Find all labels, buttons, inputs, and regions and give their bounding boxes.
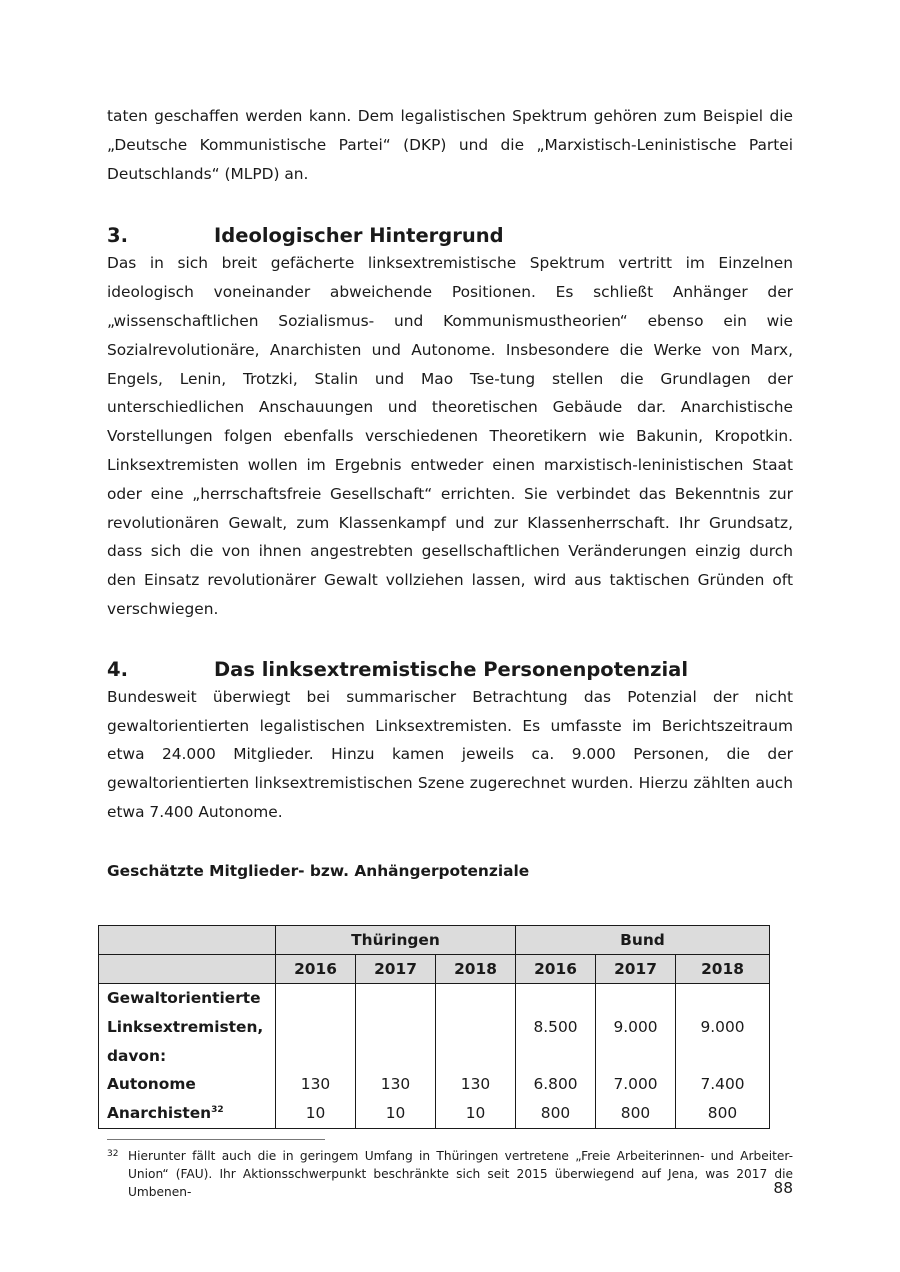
value-column — [676, 984, 770, 1129]
potential-table — [98, 925, 770, 1129]
header-empty-cell — [99, 955, 276, 984]
footnote-text: Hierunter fällt auch die in geringem Umfang in Thüringen vertretene „Freie Arbeiterinnen- und Arbeiter-Union“ (FAU). Ihr Aktionsschwerpunkt beschränkte sich seit 2015 überwiegend auf Jena, was 2017 die Umbenen- — [128, 1149, 793, 1199]
cell-autonome: 6.800 — [533, 1075, 578, 1094]
footnote-separator — [107, 1139, 325, 1140]
paragraph-potential: Bundesweit überwiegt bei summarischer Betrachtung das Potenzial der nicht gewaltorientierten legalistischen Linksextremisten. Es umfasste im Berichtszeitraum etwa 24.000 Mitglieder. Hinzu kamen jeweils ca. 9.000 Personen, die der gewaltorientierten linksextremistischen Szene zugerechnet wurden. Hierzu zählten auch etwa 7.400 Autonome. — [107, 687, 793, 821]
section-heading-3 — [107, 223, 793, 249]
cell-autonome: 7.400 — [700, 1075, 745, 1094]
page-number: 88 — [773, 1179, 793, 1197]
header-empty-cell — [99, 926, 276, 955]
value-column — [356, 984, 436, 1129]
cell-gewalt: 9.000 — [700, 1017, 745, 1036]
table-header-row-groups — [99, 926, 770, 955]
table-data-row — [99, 984, 770, 1129]
cell-autonome: 130 — [460, 1075, 491, 1094]
header-bund: Bund — [516, 926, 770, 955]
page-content — [107, 100, 793, 882]
header-year: 2018 — [676, 955, 770, 984]
value-column — [596, 984, 676, 1129]
header-year: 2017 — [356, 955, 436, 984]
section-number: 3. — [107, 224, 128, 248]
value-column — [516, 984, 596, 1129]
label-davon: davon: — [107, 1046, 167, 1065]
footnote-number: 32 — [107, 1149, 119, 1159]
paragraph-ideology: Das in sich breit gefächerte linksextremistische Spektrum vertritt im Einzelnen ideologisch voneinander abweichende Positionen. Es schließt Anhänger der „wissenschaftlichen Sozialismus- und Kommunismustheorien“ ebenso ein wie Sozialrevolutionäre, Anarchisten und Autonome. Insbesondere die Werke von Marx, Engels, Lenin, Trotzki, Stalin und Mao Tse-tung stellen die Grundlagen der unterschiedlichen Anschauungen und theoretischen Gebäude dar. Anarchistische Vorstellungen folgen ebenfalls verschiedenen Theoretikern wie Bakunin, Kropotkin. Linksextremisten wollen im Ergebnis entweder einen marxistisch-leninistischen Staat oder eine „herrschaftsfreie Gesellschaft“ errichten. Sie verbindet das Bekenntnis zur revolutionären Gewalt, zum Klassenkampf und zur Klassenherrschaft. Ihr Grundsatz, dass sich die von ihnen angestrebten gesellschaftlichen Veränderungen einzig durch den Einsatz revolutionärer Gewalt vollziehen lassen, wird aus taktischen Gründen oft verschwiegen. — [107, 254, 793, 618]
header-year: 2016 — [516, 955, 596, 984]
table-header-row-years — [99, 955, 770, 984]
header-thueringen: Thüringen — [276, 926, 516, 955]
label-anarchisten: Anarchisten$^{32}$ — [107, 1104, 224, 1123]
paragraph-intro: taten geschaffen werden kann. Dem legalistischen Spektrum gehören zum Beispiel die „Deutsche Kommunistische Partei“ (DKP) und die „Marxistisch-Leninistische Partei Deutschlands“ (MLPD) an. — [107, 107, 793, 183]
header-year: 2017 — [596, 955, 676, 984]
section-title: Das linksextremistische Personenpotenzial — [214, 657, 688, 681]
label-linksextremisten: Linksextremisten, — [107, 1017, 264, 1036]
cell-anarchisten: 800 — [620, 1104, 651, 1123]
value-column — [276, 984, 356, 1129]
cell-autonome: 130 — [300, 1075, 331, 1094]
cell-anarchisten: 10 — [305, 1104, 326, 1123]
cell-gewalt — [356, 1013, 435, 1042]
cell-gewalt: 8.500 — [533, 1017, 578, 1036]
cell-autonome: 7.000 — [613, 1075, 658, 1094]
header-year: 2018 — [436, 955, 516, 984]
row-labels — [99, 984, 276, 1129]
cell-gewalt — [436, 1013, 515, 1042]
cell-anarchisten: 10 — [465, 1104, 486, 1123]
section-number: 4. — [107, 657, 128, 681]
section-title: Ideologischer Hintergrund — [214, 224, 504, 248]
value-column — [436, 984, 516, 1129]
cell-anarchisten: 800 — [707, 1104, 738, 1123]
label-autonome: Autonome — [107, 1075, 196, 1094]
cell-anarchisten: 10 — [385, 1104, 406, 1123]
section-heading-4 — [107, 657, 793, 683]
label-gewaltorientierte: Gewaltorientierte — [107, 989, 261, 1007]
table-caption: Geschätzte Mitglieder- bzw. Anhängerpotenziale — [107, 861, 530, 880]
footnote-ref: 32 — [211, 1105, 224, 1116]
cell-anarchisten: 800 — [540, 1104, 571, 1123]
cell-autonome: 130 — [380, 1075, 411, 1094]
cell-gewalt — [276, 1013, 355, 1042]
header-year: 2016 — [276, 955, 356, 984]
cell-gewalt: 9.000 — [613, 1017, 658, 1036]
footnote — [107, 1147, 793, 1201]
